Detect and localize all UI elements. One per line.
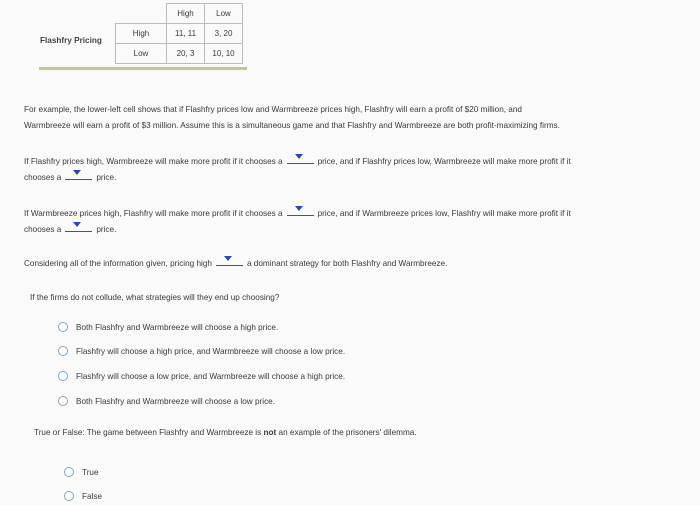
question-collusion: If the firms do not collude, what strategies will they end up choosing? bbox=[30, 293, 280, 302]
radio-button[interactable] bbox=[58, 371, 68, 381]
payoff-cell: 20, 3 bbox=[167, 44, 205, 64]
intro-paragraph: For example, the lower-left cell shows that if Flashfry prices low and Warmbreeze prices high, Flashfry will earn a profit of $20 million, and Warmbreeze will earn a profit of $3 million. Assume this is a simultaneous game and that Flashfry and Warmbreeze are both profit-maximizing firms. bbox=[24, 105, 560, 130]
is-is-not-dropdown[interactable] bbox=[216, 256, 243, 266]
col-header-high: High bbox=[167, 4, 205, 24]
row-player-label: Flashfry Pricing bbox=[40, 36, 102, 45]
row-header-high: High bbox=[116, 24, 167, 44]
payoff-cell: 10, 10 bbox=[205, 44, 243, 64]
question-flashfry-response: If Warmbreeze prices high, Flashfry will make more profit if it chooses a price, and if Warmbreeze prices low, Flashfry will make more profit if it chooses a price. bbox=[24, 206, 664, 238]
answer-option[interactable]: Both Flashfry and Warmbreeze will choose a low price. bbox=[58, 394, 275, 408]
question-true-false: True or False: The game between Flashfry and Warmbreeze is not an example of the prisoners' dilemma. bbox=[34, 428, 417, 437]
radio-button[interactable] bbox=[64, 491, 74, 501]
radio-button[interactable] bbox=[58, 322, 68, 332]
price-dropdown[interactable] bbox=[287, 206, 314, 216]
question-warmbreeze-response: If Flashfry prices high, Warmbreeze will make more profit if it chooses a price, and if Flashfry prices low, Warmbreeze will make more profit if it chooses a price. bbox=[24, 154, 664, 186]
price-dropdown[interactable] bbox=[287, 154, 314, 164]
payoff-cell: 11, 11 bbox=[167, 24, 205, 44]
chevron-down-icon bbox=[73, 222, 81, 227]
answer-option[interactable]: Both Flashfry and Warmbreeze will choose a high price. bbox=[58, 320, 278, 334]
chevron-down-icon bbox=[295, 206, 303, 211]
price-dropdown[interactable] bbox=[65, 170, 92, 180]
col-header-low: Low bbox=[205, 4, 243, 24]
chevron-down-icon bbox=[73, 170, 81, 175]
answer-option[interactable]: Flashfry will choose a high price, and Warmbreeze will choose a low price. bbox=[58, 344, 345, 358]
price-dropdown[interactable] bbox=[65, 222, 92, 232]
radio-button[interactable] bbox=[64, 467, 74, 477]
chevron-down-icon bbox=[295, 154, 303, 159]
section-divider bbox=[39, 67, 247, 70]
payoff-matrix bbox=[115, 3, 243, 64]
answer-option-true[interactable]: True bbox=[64, 465, 99, 479]
answer-option[interactable]: Flashfry will choose a low price, and Warmbreeze will choose a high price. bbox=[58, 369, 345, 383]
question-dominant-strategy: Considering all of the information given, pricing high a dominant strategy for both Flashfry and Warmbreeze. bbox=[24, 256, 664, 272]
answer-option-false[interactable]: False bbox=[64, 489, 102, 503]
radio-button[interactable] bbox=[58, 396, 68, 406]
radio-button[interactable] bbox=[58, 346, 68, 356]
row-header-low: Low bbox=[116, 44, 167, 64]
chevron-down-icon bbox=[224, 256, 232, 261]
payoff-cell: 3, 20 bbox=[205, 24, 243, 44]
